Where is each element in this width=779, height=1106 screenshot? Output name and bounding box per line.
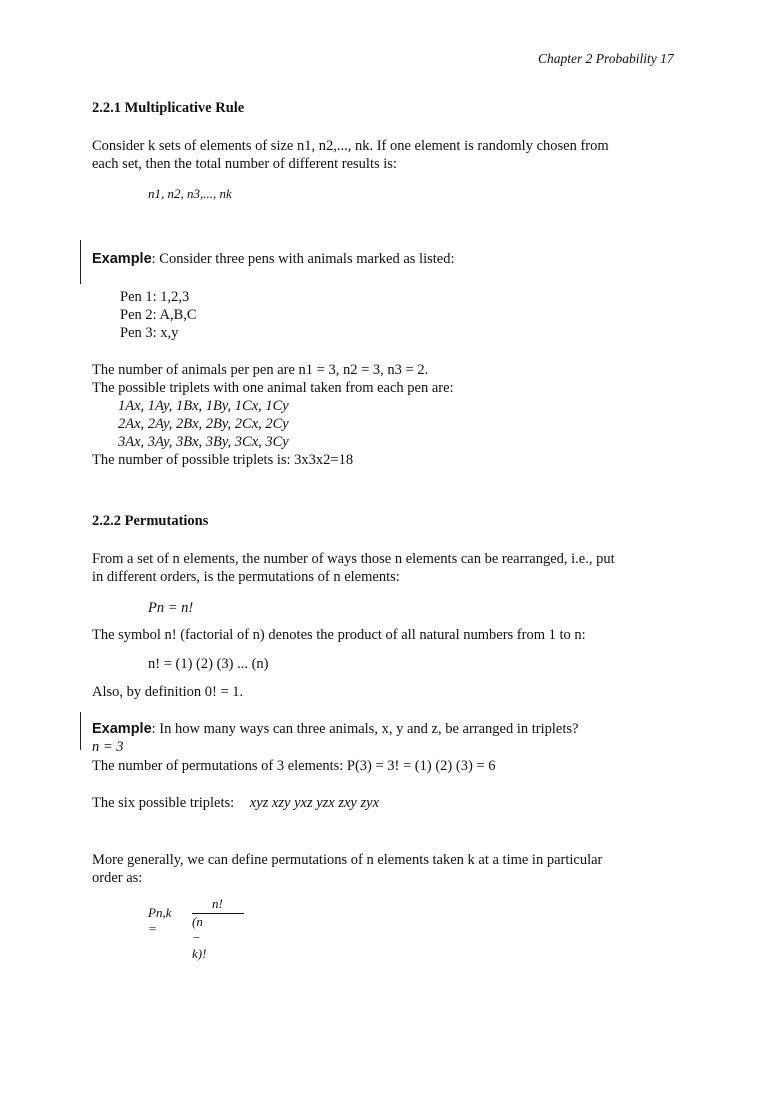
triplets-row-1: 1Ax, 1Ay, 1Bx, 1By, 1Cx, 1Cy — [118, 398, 289, 414]
factorial-definition-line: The symbol n! (factorial of n) denotes the product of all natural numbers from 1 to n: — [92, 627, 586, 643]
section-2-2-1-paragraph-line-1: Consider k sets of elements of size n1, n2,..., nk. If one element is randomly chosen from — [92, 138, 609, 154]
formula-lhs: Pn,k = — [148, 905, 172, 936]
example-margin-bar — [80, 712, 81, 750]
example-1-intro — [92, 250, 454, 268]
section-2-2-2-paragraph-line-1: From a set of n elements, the number of ways those n elements can be rearranged, i.e., put — [92, 551, 615, 567]
example-2-question — [92, 720, 578, 738]
example-label: Example — [92, 721, 152, 737]
formula-numerator: n! — [212, 896, 223, 911]
triplets-total-line: The number of possible triplets is: 3x3x2=18 — [92, 452, 354, 468]
example-label: Example — [92, 251, 152, 267]
multiplicative-formula: n1, n2, n3,..., nk — [148, 186, 232, 201]
pen-3-line: Pen 3: x,y — [120, 325, 179, 341]
six-triplets-label: The six possible triplets: — [92, 795, 235, 811]
section-2-2-1-paragraph-line-2: each set, then the total number of different results is: — [92, 156, 397, 172]
permutations-count-line: The number of permutations of 3 elements: P(3) = 3! = (1) (2) (3) = 6 — [92, 758, 496, 774]
triplets-row-2: 2Ax, 2Ay, 2Bx, 2By, 2Cx, 2Cy — [118, 416, 289, 432]
formula-denominator: (n − k)! — [192, 914, 207, 961]
general-paragraph-line-2: order as: — [92, 870, 143, 886]
n-equals-line: n = 3 — [92, 739, 124, 755]
example-1-intro-text: : Consider three pens with animals marked as listed: — [151, 251, 455, 267]
six-triplets-line — [92, 794, 379, 812]
zero-factorial-line: Also, by definition 0! = 1. — [92, 684, 244, 700]
permutation-formula: Pn = n! — [148, 600, 194, 616]
general-paragraph-line-1: More generally, we can define permutations of n elements taken k at a time in particular — [92, 852, 603, 868]
triplets-row-3: 3Ax, 3Ay, 3Bx, 3By, 3Cx, 3Cy — [118, 434, 289, 450]
pen-1-line: Pen 1: 1,2,3 — [120, 289, 190, 305]
section-heading-2-2-2: 2.2.2 Permutations — [92, 513, 209, 529]
example-2-question-text: : In how many ways can three animals, x, y and z, be arranged in triplets? — [151, 721, 579, 737]
animals-per-pen-line: The number of animals per pen are n1 = 3, n2 = 3, n3 = 2. — [92, 362, 429, 378]
section-2-2-2-paragraph-line-2: in different orders, is the permutations of n elements: — [92, 569, 400, 585]
factorial-formula: n! = (1) (2) (3) ... (n) — [148, 656, 269, 672]
pen-2-line: Pen 2: A,B,C — [120, 307, 197, 323]
section-heading-2-2-1: 2.2.1 Multiplicative Rule — [92, 100, 245, 116]
six-triplets-list: xyz xzy yxz yzx zxy zyx — [249, 795, 380, 811]
running-head: Chapter 2 Probability 17 — [538, 51, 674, 66]
example-margin-bar — [80, 240, 81, 284]
triplets-intro-line: The possible triplets with one animal taken from each pen are: — [92, 380, 454, 396]
